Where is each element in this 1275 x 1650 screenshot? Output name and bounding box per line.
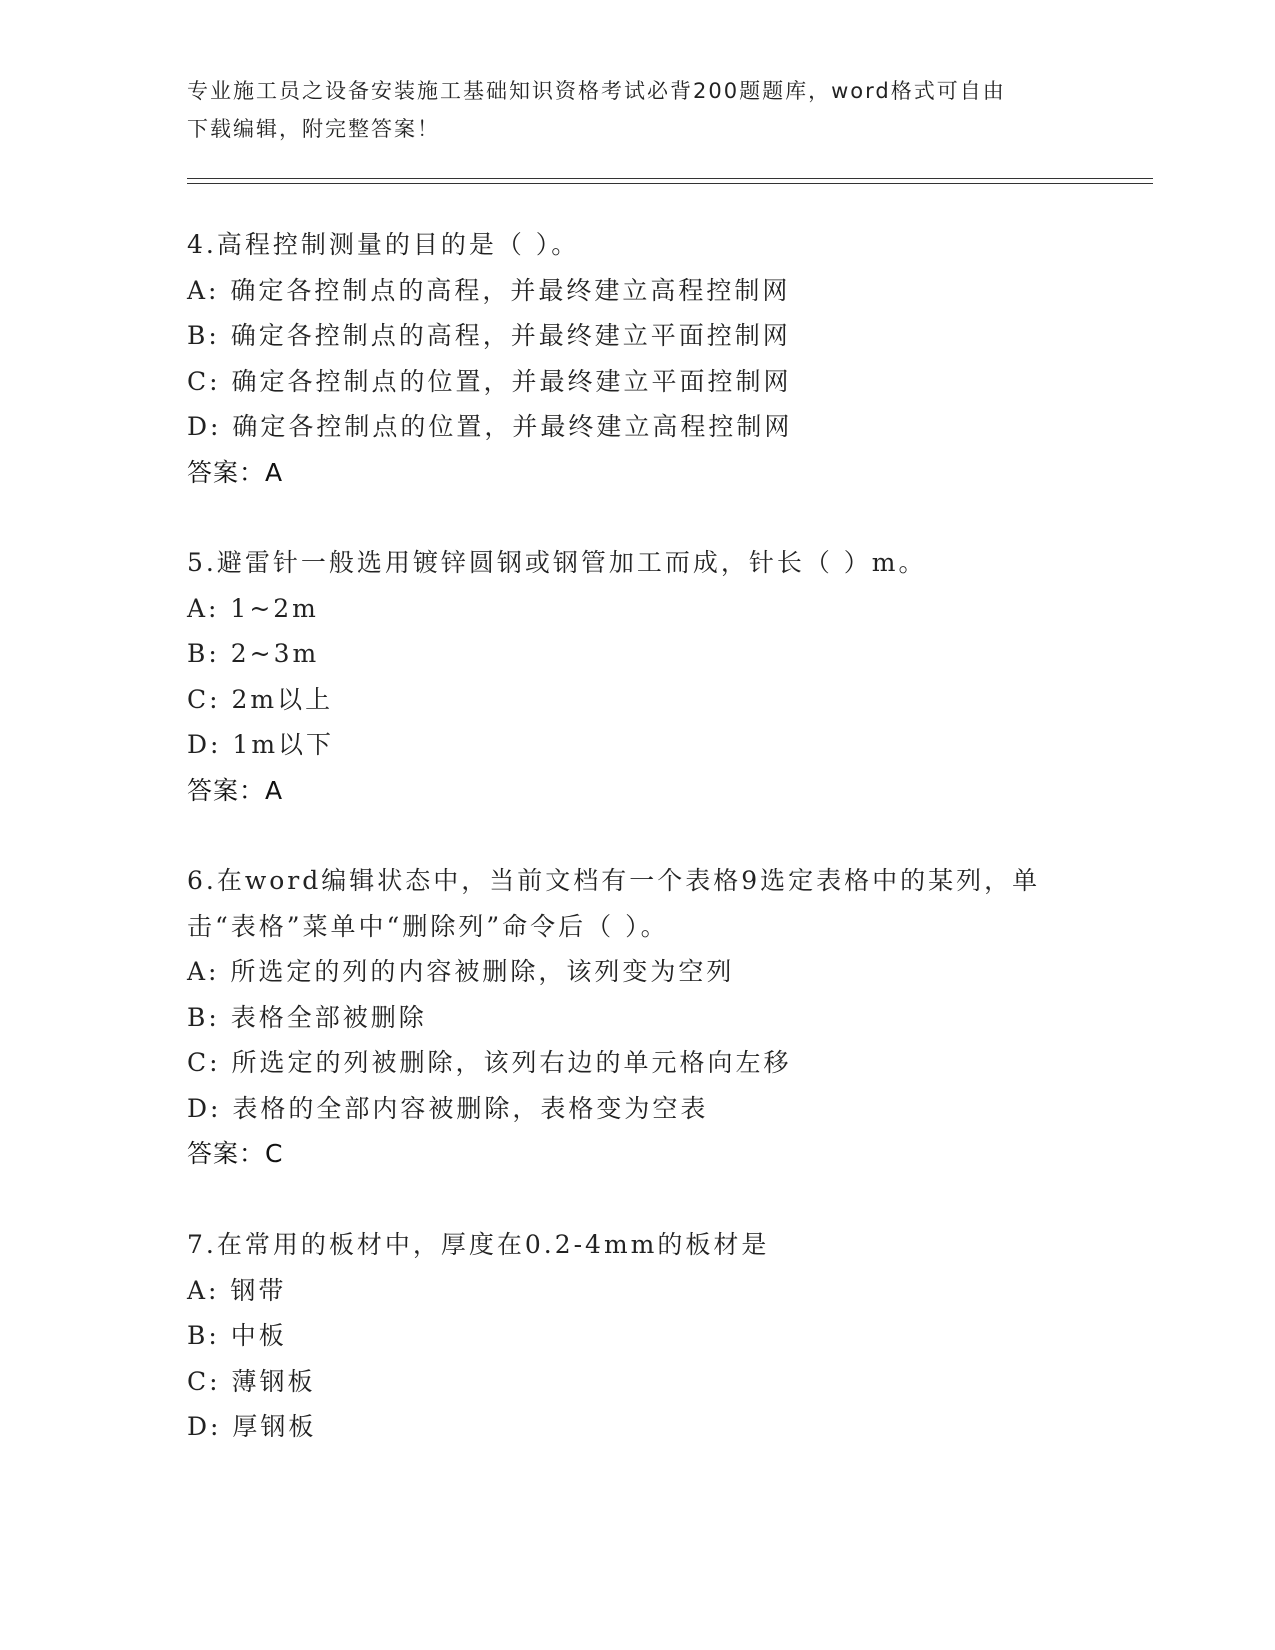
option-d: D: 1m以下 <box>187 730 335 759</box>
question-6 <box>187 858 1087 1177</box>
option-c: C: 薄钢板 <box>187 1366 316 1396</box>
option-c: C: 所选定的列被删除，该列右边的单元格向左移 <box>187 1048 792 1077</box>
option-c: C: 确定各控制点的位置，并最终建立平面控制网 <box>187 366 792 396</box>
header-divider <box>187 178 1153 184</box>
option-b: B: 表格全部被删除 <box>187 1002 427 1032</box>
question-stem: 4.高程控制测量的目的是（ ）。 <box>187 230 580 259</box>
question-7 <box>187 1222 1087 1450</box>
question-5 <box>187 540 1087 813</box>
option-b: B: 2~3m <box>187 639 320 668</box>
option-a: A: 钢带 <box>187 1275 287 1305</box>
question-stem: 7.在常用的板材中，厚度在0.2-4mm的板材是 <box>187 1230 770 1259</box>
answer-label: 答案：C <box>187 1139 284 1168</box>
question-stem-line-2: 击“表格”菜单中“删除列”命令后（ ）。 <box>187 911 669 941</box>
header-title-line-2: 下载编辑，附完整答案！ <box>187 117 440 141</box>
answer-label: 答案：A <box>187 457 284 487</box>
document-header <box>187 72 1087 148</box>
option-a: A: 所选定的列的内容被删除，该列变为空列 <box>187 957 735 986</box>
option-b: B: 确定各控制点的高程，并最终建立平面控制网 <box>187 321 791 350</box>
header-title-line-1: 专业施工员之设备安装施工基础知识资格考试必背200题题库，word格式可自由 <box>187 79 1006 103</box>
option-b: B: 中板 <box>187 1321 287 1350</box>
option-d: D: 表格的全部内容被删除，表格变为空表 <box>187 1093 709 1123</box>
question-stem: 5.避雷针一般选用镀锌圆钢或钢管加工而成，针长（ ）m。 <box>187 548 927 577</box>
option-a: A: 确定各控制点的高程，并最终建立高程控制网 <box>187 275 791 305</box>
option-d: D: 确定各控制点的位置，并最终建立高程控制网 <box>187 412 793 441</box>
question-stem-line-1: 6.在word编辑状态中，当前文档有一个表格9选定表格中的某列，单 <box>187 866 1041 895</box>
question-4 <box>187 222 1087 495</box>
option-a: A: 1~2m <box>187 593 319 623</box>
answer-label: 答案：A <box>187 775 284 805</box>
option-d: D: 厚钢板 <box>187 1412 317 1441</box>
option-c: C: 2m以上 <box>187 684 334 714</box>
